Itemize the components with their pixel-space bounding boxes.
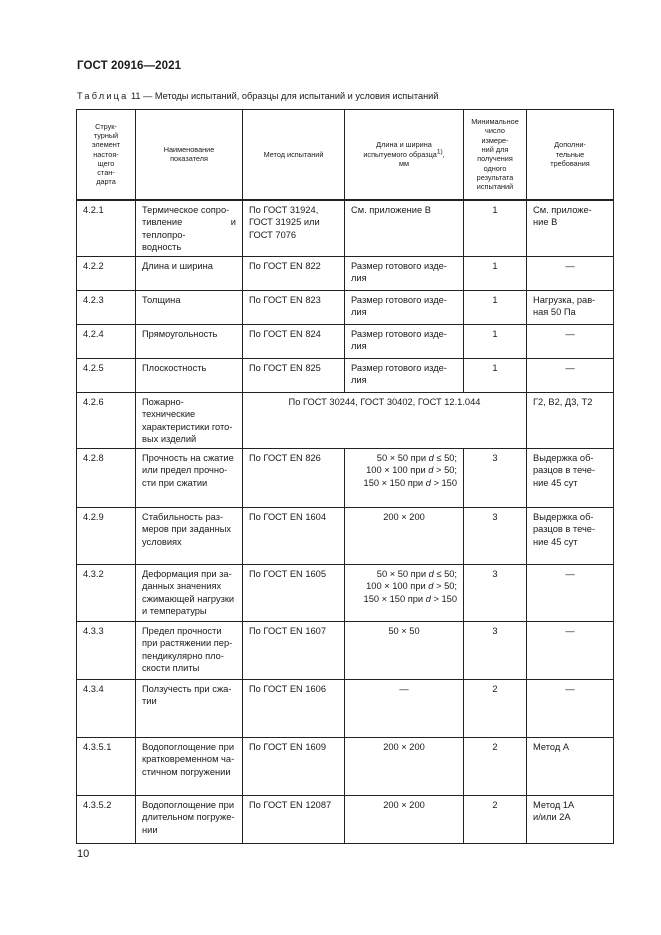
table-row: [77, 290, 614, 324]
cell-method: По ГОСТ 31924, ГОСТ 31925 или ГОСТ 7076: [243, 200, 345, 257]
cell-section: 4.2.6: [77, 392, 136, 448]
cell-extra: См. приложе- ние В: [527, 200, 614, 257]
cell-extra: —: [527, 256, 614, 290]
cell-method: По ГОСТ EN 826: [243, 448, 345, 507]
cell-min-count: 1: [464, 256, 527, 290]
cell-min-count: 3: [464, 621, 527, 679]
cell-method: По ГОСТ EN 1604: [243, 507, 345, 564]
cell-min-count: 2: [464, 795, 527, 843]
table-row: [77, 392, 614, 448]
header-indicator: Наименование показателя: [136, 110, 243, 200]
cell-method: По ГОСТ EN 824: [243, 324, 345, 358]
cell-min-count: 1: [464, 358, 527, 392]
cell-sample-size: Размер готового изде- лия: [345, 358, 464, 392]
table-row: [77, 256, 614, 290]
cell-indicator: Ползучесть при сжа- тии: [136, 679, 243, 737]
cell-indicator: Водопоглощение при кратковременном ча- стичном погружении: [136, 737, 243, 795]
cell-min-count: 3: [464, 507, 527, 564]
cell-merged-method: По ГОСТ 30244, ГОСТ 30402, ГОСТ 12.1.044: [243, 392, 527, 448]
table-row: [77, 200, 614, 257]
table-row: [77, 358, 614, 392]
cell-indicator: Прямоугольность: [136, 324, 243, 358]
table-row: [77, 448, 614, 507]
cell-indicator: Деформация при за- данных значениях сжимающей нагрузки и температуры: [136, 564, 243, 621]
cell-method: По ГОСТ EN 823: [243, 290, 345, 324]
header-min-count: Минимальное число измере- ний для получения одного результата испытаний: [464, 110, 527, 200]
cell-section: 4.2.5: [77, 358, 136, 392]
table-caption-label: Таблица: [77, 91, 129, 101]
cell-section: 4.3.3: [77, 621, 136, 679]
cell-extra: —: [527, 358, 614, 392]
cell-extra: Г2, В2, Д3, Т2: [527, 392, 614, 448]
cell-section: 4.2.1: [77, 200, 136, 257]
cell-method: По ГОСТ EN 1607: [243, 621, 345, 679]
cell-min-count: 2: [464, 737, 527, 795]
page-number: 10: [77, 848, 90, 860]
cell-method: По ГОСТ EN 12087: [243, 795, 345, 843]
table-body: [77, 200, 614, 844]
cell-sample-size: 50 × 50 при d ≤ 50; 100 × 100 при d > 50; 150 × 150 при d > 150: [345, 448, 464, 507]
cell-section: 4.2.4: [77, 324, 136, 358]
cell-method: По ГОСТ EN 822: [243, 256, 345, 290]
cell-extra: Нагрузка, рав- ная 50 Па: [527, 290, 614, 324]
cell-indicator: Пожарно-технические характеристики гото- вых изделий: [136, 392, 243, 448]
cell-indicator: Термическое сопро- тивление и теплопро- водность: [136, 200, 243, 257]
table-row: [77, 795, 614, 843]
table-row: [77, 324, 614, 358]
cell-min-count: 1: [464, 324, 527, 358]
cell-extra: Метод 1А и/или 2А: [527, 795, 614, 843]
header-section: Струк- турный элемент настоя- щего стан- дарта: [77, 110, 136, 200]
cell-sample-size: Размер готового изде- лия: [345, 256, 464, 290]
cell-extra: Выдержка об- разцов в тече- ние 45 сут: [527, 507, 614, 564]
cell-sample-size: См. приложение В: [345, 200, 464, 257]
cell-section: 4.2.2: [77, 256, 136, 290]
cell-min-count: 2: [464, 679, 527, 737]
cell-indicator: Водопоглощение при длительном погруже- нии: [136, 795, 243, 843]
document-code: ГОСТ 20916—2021: [77, 60, 182, 72]
table-header-row: [77, 110, 614, 200]
cell-extra: Метод А: [527, 737, 614, 795]
cell-section: 4.3.5.2: [77, 795, 136, 843]
cell-indicator: Толщина: [136, 290, 243, 324]
header-extra: Дополни- тельные требования: [527, 110, 614, 200]
table-caption-title: — Методы испытаний, образцы для испытаний и условия испытаний: [143, 91, 439, 101]
cell-sample-size: 200 × 200: [345, 737, 464, 795]
cell-extra: —: [527, 564, 614, 621]
cell-extra: Выдержка об- разцов в тече- ние 45 сут: [527, 448, 614, 507]
cell-min-count: 1: [464, 290, 527, 324]
cell-indicator: Стабильность раз- меров при заданных условиях: [136, 507, 243, 564]
cell-method: По ГОСТ EN 1605: [243, 564, 345, 621]
header-sample-size-label: Длина и ширина испытуемого образца: [363, 140, 437, 159]
cell-sample-size: —: [345, 679, 464, 737]
cell-section: 4.3.2: [77, 564, 136, 621]
cell-section: 4.3.4: [77, 679, 136, 737]
cell-sample-size: 50 × 50: [345, 621, 464, 679]
cell-sample-size: Размер готового изде- лия: [345, 324, 464, 358]
cell-method: По ГОСТ EN 1606: [243, 679, 345, 737]
cell-sample-size: 200 × 200: [345, 507, 464, 564]
cell-min-count: 1: [464, 200, 527, 257]
cell-sample-size: 200 × 200: [345, 795, 464, 843]
table-row: [77, 507, 614, 564]
cell-section: 4.2.9: [77, 507, 136, 564]
table-caption: [77, 91, 438, 101]
cell-min-count: 3: [464, 564, 527, 621]
table-row: [77, 737, 614, 795]
cell-method: По ГОСТ EN 825: [243, 358, 345, 392]
test-methods-table: [76, 109, 614, 844]
cell-sample-size: 50 × 50 при d ≤ 50; 100 × 100 при d > 50; 150 × 150 при d > 150: [345, 564, 464, 621]
cell-min-count: 3: [464, 448, 527, 507]
header-sample-size-unit: мм: [398, 158, 410, 168]
cell-extra: —: [527, 621, 614, 679]
cell-extra: —: [527, 679, 614, 737]
table-row: [77, 621, 614, 679]
cell-indicator: Плоскостность: [136, 358, 243, 392]
cell-sample-size: Размер готового изде- лия: [345, 290, 464, 324]
cell-section: 4.2.8: [77, 448, 136, 507]
table-row: [77, 679, 614, 737]
header-method: Метод испытаний: [243, 110, 345, 200]
table-row: [77, 564, 614, 621]
cell-section: 4.3.5.1: [77, 737, 136, 795]
cell-extra: —: [527, 324, 614, 358]
table-caption-number: 11: [131, 91, 141, 101]
cell-indicator: Прочность на сжатие или предел прочно- сти при сжатии: [136, 448, 243, 507]
cell-indicator: Предел прочности при растяжении пер- пендикулярно пло- скости плиты: [136, 621, 243, 679]
cell-section: 4.2.3: [77, 290, 136, 324]
header-sample-size: Длина и ширина испытуемого образца$^{1)}$, мм: [345, 110, 464, 200]
footnote-ref: 1): [436, 148, 443, 156]
cell-method: По ГОСТ EN 1609: [243, 737, 345, 795]
cell-indicator: Длина и ширина: [136, 256, 243, 290]
